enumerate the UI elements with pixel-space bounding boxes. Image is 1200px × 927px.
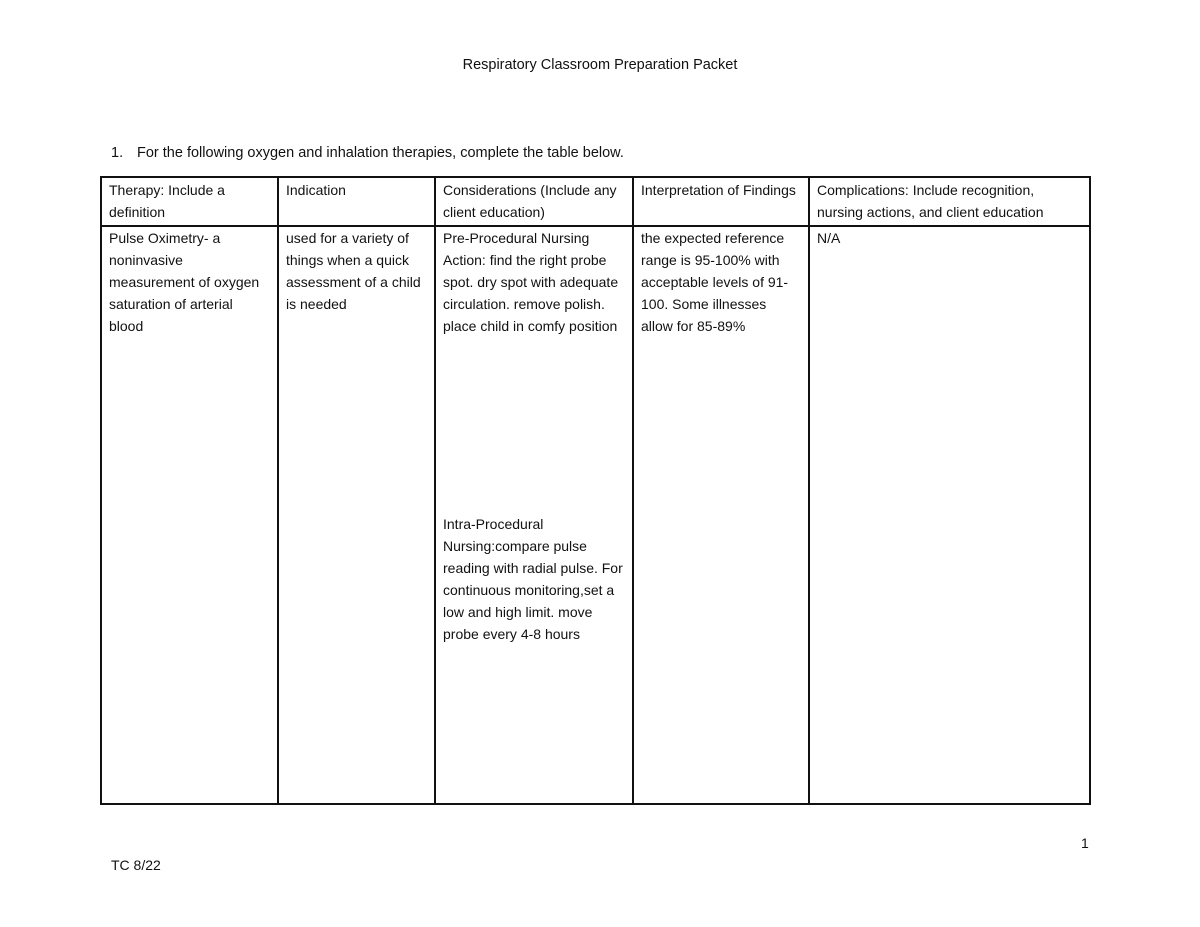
therapy-table	[100, 176, 1091, 805]
cell-therapy: Pulse Oximetry- a noninvasive measurement of oxygen saturation of arterial blood	[101, 226, 278, 804]
considerations-intra-procedural: Intra-Procedural Nursing:compare pulse reading with radial pulse. For continuous monitoring,set a low and high limit. move probe every 4-8 hours	[443, 516, 623, 642]
header-indication: Indication	[278, 177, 435, 226]
cell-interpretation: the expected reference range is 95-100% with acceptable levels of 91-100. Some illnesses allow for 85-89%	[633, 226, 809, 804]
cell-indication: used for a variety of things when a quick assessment of a child is needed	[278, 226, 435, 804]
question-number: 1.	[111, 145, 124, 161]
question-prompt	[111, 145, 624, 161]
table-row	[101, 226, 1090, 804]
header-therapy: Therapy: Include a definition	[101, 177, 278, 226]
header-considerations: Considerations (Include any client education)	[435, 177, 633, 226]
cell-complications: N/A	[809, 226, 1090, 804]
header-complications: Complications: Include recognition, nursing actions, and client education	[809, 177, 1090, 226]
considerations-spacer	[443, 337, 625, 513]
cell-considerations	[435, 226, 633, 804]
page-number: 1	[1081, 835, 1089, 851]
document-title: Respiratory Classroom Preparation Packet	[462, 57, 738, 73]
considerations-pre-procedural: Pre-Procedural Nursing Action: find the right probe spot. dry spot with adequate circulation. remove polish. place child in comfy position	[443, 230, 619, 334]
table-header-row	[101, 177, 1090, 226]
header-interpretation: Interpretation of Findings	[633, 177, 809, 226]
question-text: For the following oxygen and inhalation therapies, complete the table below.	[137, 145, 624, 161]
footer-code: TC 8/22	[111, 857, 161, 873]
